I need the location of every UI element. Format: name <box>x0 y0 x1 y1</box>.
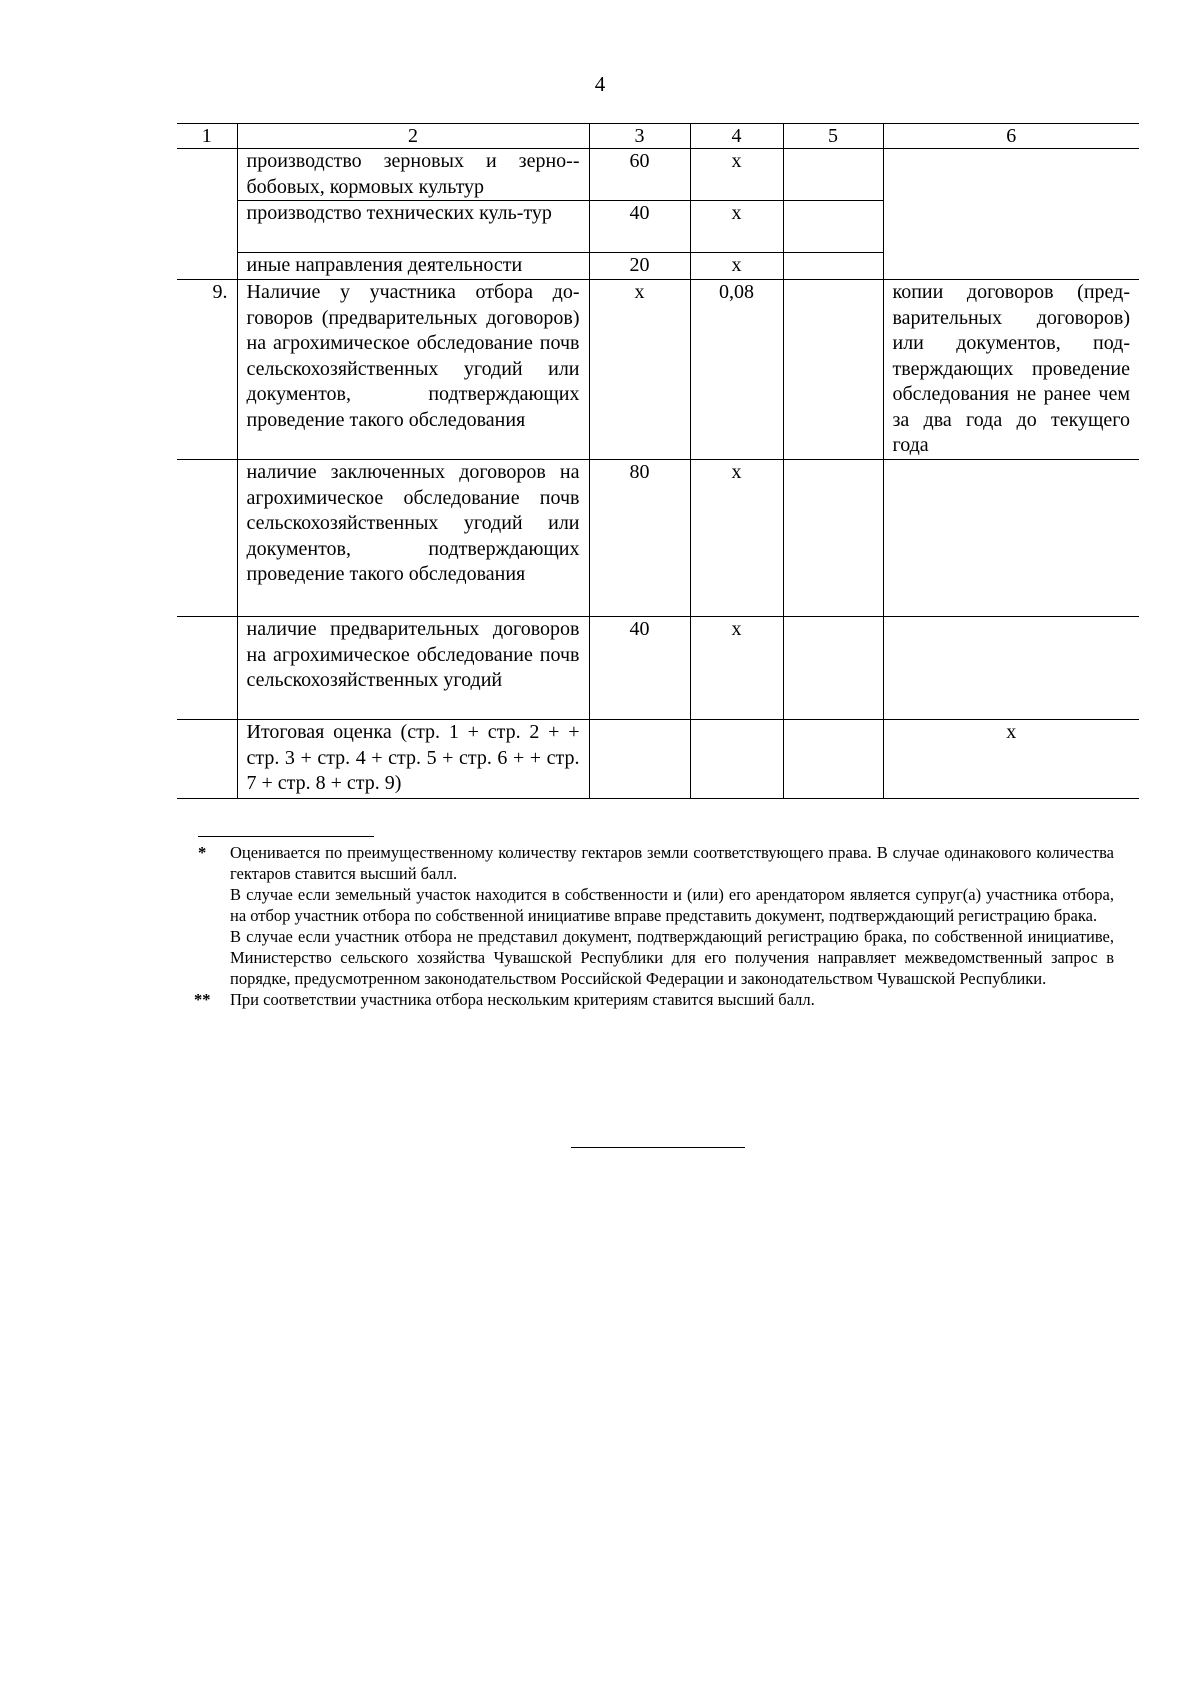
header-col-5: 5 <box>783 124 883 149</box>
score-cell <box>783 720 883 799</box>
weight-value: х <box>690 617 783 720</box>
criterion-text: производство зерновых и зерно-бобовых, кормовых культур <box>237 149 589 201</box>
score-cell <box>783 149 883 201</box>
header-col-6: 6 <box>883 124 1139 149</box>
footnote-star <box>198 842 1114 989</box>
page-number: 4 <box>594 72 606 96</box>
row-number <box>177 617 237 720</box>
footnote-paragraph: При соответствии участника отбора нескольким критериям ставится высший балл. <box>230 990 815 1009</box>
score-cell <box>783 617 883 720</box>
documents-cell: х <box>883 720 1139 799</box>
footnote-separator <box>198 836 374 837</box>
footnote-double-star <box>194 989 1114 1010</box>
documents-cell <box>883 460 1139 617</box>
weight-value: 0,08 <box>690 280 783 460</box>
criterion-text: производство технических куль-тур <box>237 201 589 253</box>
row-number: 9. <box>177 280 237 460</box>
score-cell <box>783 460 883 617</box>
documents-cell <box>883 617 1139 720</box>
table-row <box>177 460 1139 617</box>
documents-cell <box>883 149 1139 280</box>
points-value: 40 <box>589 617 690 720</box>
points-value: 40 <box>589 201 690 253</box>
criterion-text: Наличие у участника отбора договоров (предварительных договоров) на агрохимическое обследование почв сельскохозяйственных угодий или документов, подтверждающих проведение такого обследования <box>237 280 589 460</box>
criterion-text: иные направления деятельности <box>237 253 589 280</box>
total-score-text: Итоговая оценка (стр. 1 + стр. 2 + + стр. 3 + стр. 4 + стр. 5 + стр. 6 + + стр. 7 + стр. 8 + стр. 9) <box>237 720 589 799</box>
row-number <box>177 460 237 617</box>
header-col-3: 3 <box>589 124 690 149</box>
document-end-rule <box>571 1147 745 1148</box>
criteria-table <box>177 123 1139 799</box>
row-number <box>177 149 237 280</box>
weight-value: х <box>690 201 783 253</box>
documents-cell: копии договоров (предварительных договоров) или документов, подтверждающих проведение обследования не ранее чем за два года до текущего года <box>883 280 1139 460</box>
score-cell <box>783 253 883 280</box>
footnote-paragraph: В случае если участник отбора не представил документ, подтверждающий регистрацию брака, по собственной инициативе, Министерство сельского хозяйства Чувашской Республики для его получения направляет межведомственный запрос в порядке, предусмотренном законодательством Российской Федерации и законодательством Чувашской Республики. <box>230 927 1114 988</box>
weight-value: х <box>690 253 783 280</box>
row-number <box>177 720 237 799</box>
footnote-mark: * <box>198 843 207 862</box>
points-value: 20 <box>589 253 690 280</box>
footnote-paragraph: Оценивается по преимущественному количеству гектаров земли соответствующего права. В случае одинакового количества гектаров ставится высший балл. <box>230 843 1114 883</box>
weight-value: х <box>690 460 783 617</box>
header-col-4: 4 <box>690 124 783 149</box>
table-row <box>177 280 1139 460</box>
table-row <box>177 617 1139 720</box>
points-value: 60 <box>589 149 690 201</box>
table-row-total <box>177 720 1139 799</box>
table-row <box>177 149 1139 201</box>
points-value: х <box>589 280 690 460</box>
weight-value <box>690 720 783 799</box>
footnote-paragraph: В случае если земельный участок находится в собственности и (или) его арендатором является супруг(а) участника отбора, на отбор участник отбора по собственной инициативе вправе представить документ, подтверждающий регистрацию брака. <box>230 885 1114 925</box>
score-cell <box>783 201 883 253</box>
criterion-text: наличие предварительных договоров на агрохимическое обследование почв сельскохозяйственных угодий <box>237 617 589 720</box>
header-col-1: 1 <box>177 124 237 149</box>
weight-value: х <box>690 149 783 201</box>
footnote-mark: ** <box>194 990 211 1009</box>
footnotes <box>194 842 1114 1010</box>
points-value: 80 <box>589 460 690 617</box>
criterion-text: наличие заключенных договоров на агрохимическое обследование почв сельскохозяйственных угодий или документов, подтверждающих проведение такого обследования <box>237 460 589 617</box>
header-col-2: 2 <box>237 124 589 149</box>
table-header-row <box>177 124 1139 149</box>
points-value <box>589 720 690 799</box>
score-cell <box>783 280 883 460</box>
